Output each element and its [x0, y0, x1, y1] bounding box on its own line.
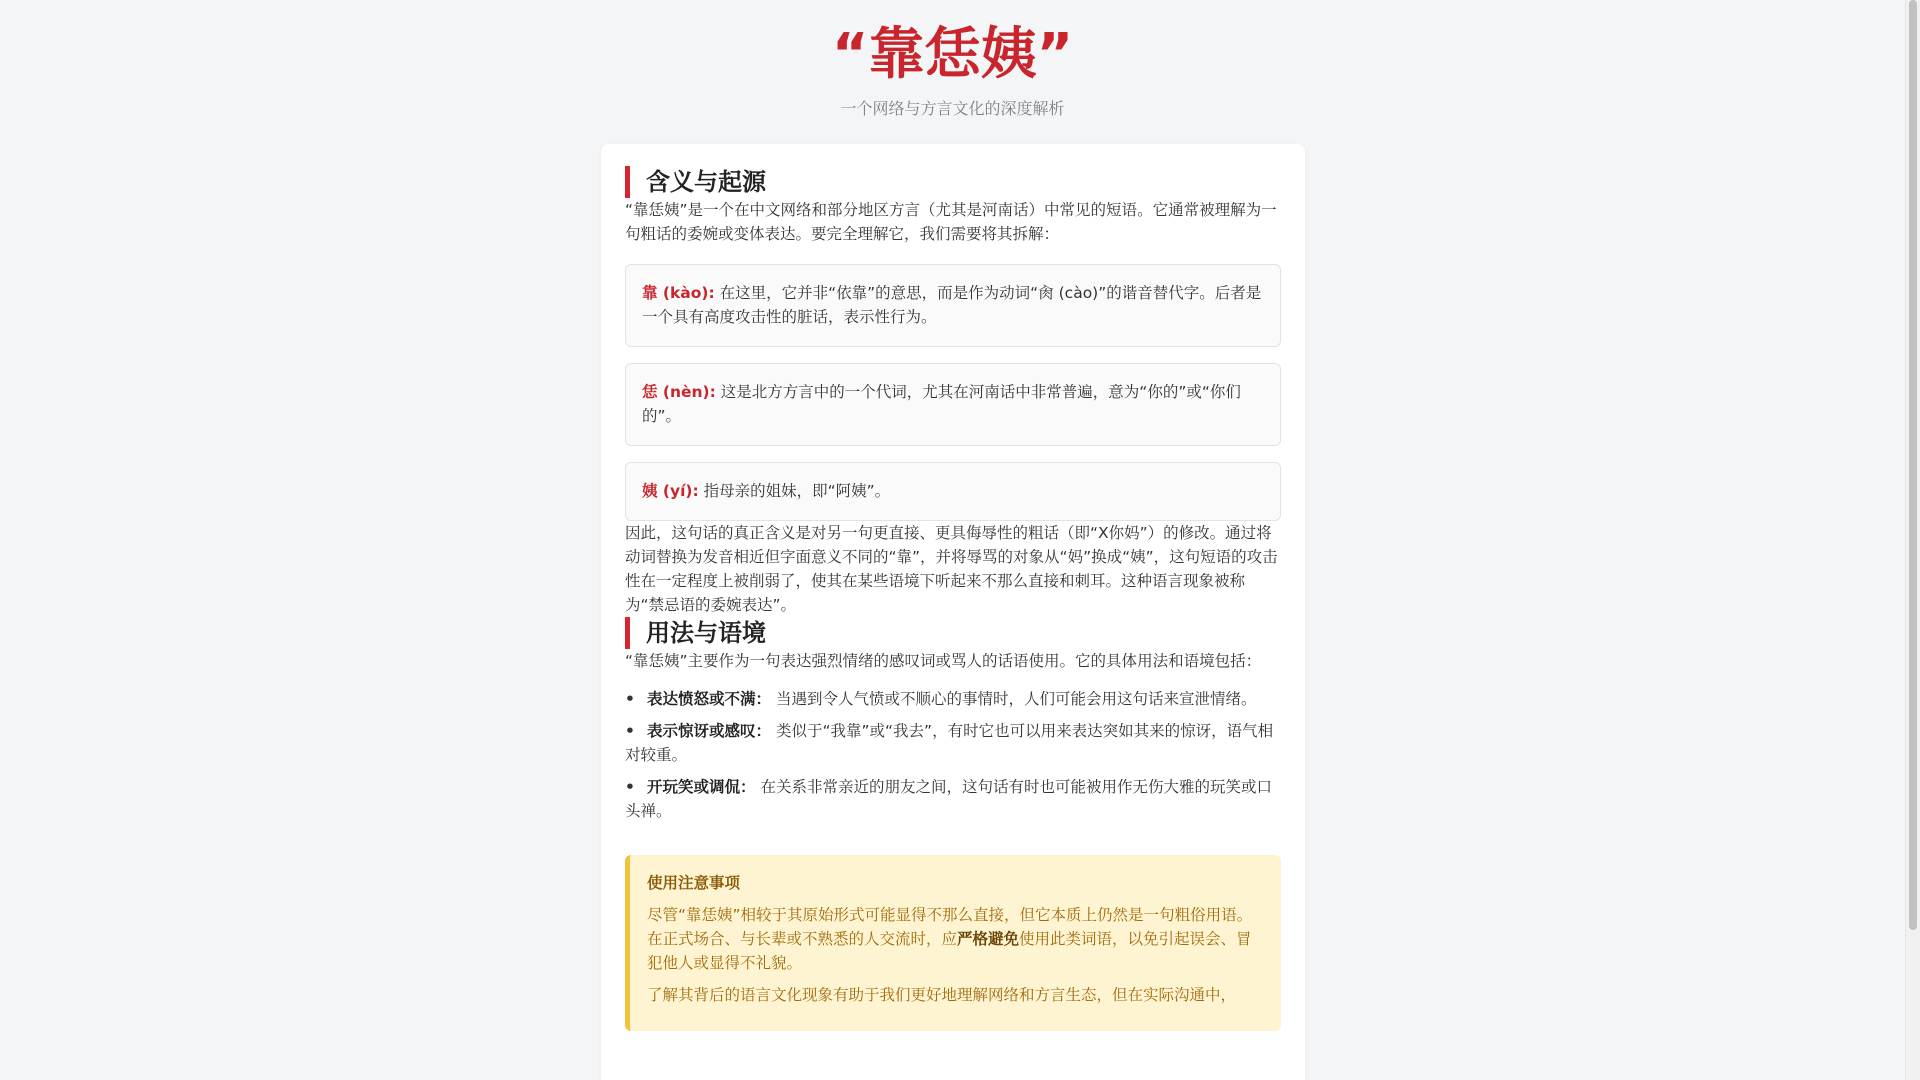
list-item [625, 687, 1281, 711]
warning-paragraph [647, 903, 1265, 975]
list-item [625, 775, 1281, 823]
list-item-text: 类似于“我靠”或“我去”，有时它也可以用来表达突如其来的惊讶，语气相对较重。 [625, 722, 1274, 764]
warning-paragraph-2: 了解其背后的语言文化现象有助于我们更好地理解网络和方言生态，但在实际沟通中， [647, 986, 1237, 1004]
usage-intro: “靠恁姨”主要作为一句表达强烈情绪的感叹词或骂人的话语使用。它的具体用法和语境包括： [625, 652, 1262, 670]
warning-box [625, 855, 1281, 1031]
warning-title: 使用注意事项 [647, 874, 741, 892]
bullet-icon: • [625, 690, 635, 708]
warning-text: 使用此类词语，以免引起误会、冒犯他人或显得不礼貌。 [647, 930, 1252, 972]
content-card [601, 144, 1305, 1080]
scrollbar-thumb[interactable] [1909, 0, 1917, 930]
bullet-icon: • [625, 778, 635, 796]
list-item-label: 表达愤怒或不满： [647, 690, 772, 708]
definition-text: 在这里，它并非“依靠”的意思，而是作为动词“肏 (cào)”的谐音替代字。后者是一个具有高度攻击性的脏话，表示性行为。 [642, 284, 1262, 326]
list-item-label: 表示惊讶或感叹： [647, 722, 772, 740]
definition-text: 指母亲的姐妹，即“阿姨”。 [698, 482, 891, 500]
definition-text: 这是北方方言中的一个代词，尤其在河南话中非常普遍，意为“你的”或“你们的”。 [642, 383, 1241, 425]
page-subtitle: 一个网络与方言文化的深度解析 [840, 99, 1065, 118]
page-title: “靠恁姨” [831, 22, 1074, 87]
warning-text: 尽管“靠恁姨”相较于其原始形式可能显得不那么直接，但它本质上仍然是一句粗俗用语。在正式场合、与长辈或不熟悉的人交流时，应 [647, 906, 1253, 948]
meaning-summary: 因此，这句话的真正含义是对另一句更直接、更具侮辱性的粗话（即“X你妈”）的修改。通过将动词替换为发音相近但字面意义不同的“靠”，并将辱骂的对象从“妈”换成“姨”，这句短语的攻击性在一定程度上被削弱了，使其在某些语境下听起来不那么直接和刺耳。这种语言现象被称为“禁忌语的委婉表达”。 [625, 524, 1278, 614]
list-item-text: 当遇到令人气愤或不顺心的事情时，人们可能会用这句话来宣泄情绪。 [771, 690, 1257, 708]
warning-emphasis: 严格避免 [957, 930, 1020, 948]
usage-list [625, 687, 1281, 823]
list-item-label: 开玩笑或调侃： [647, 778, 756, 796]
header [0, 0, 1905, 119]
list-item [625, 719, 1281, 767]
meaning-intro: “靠恁姨”是一个在中文网络和部分地区方言（尤其是河南话）中常见的短语。它通常被理解为一句粗话的委婉或变体表达。要完全理解它，我们需要将其拆解： [625, 201, 1277, 243]
definition-term: 姨 (yí): [642, 482, 699, 500]
definition-term: 恁 (nèn): [642, 383, 716, 401]
bullet-icon: • [625, 722, 635, 740]
section-heading-usage: 用法与语境 [625, 617, 1281, 649]
definition-term: 靠 (kào): [642, 284, 715, 302]
vertical-scrollbar[interactable] [1905, 0, 1920, 1080]
definition-box-yi [625, 462, 1281, 521]
list-item-text: 在关系非常亲近的朋友之间，这句话有时也可能被用作无伤大雅的玩笑或口头禅。 [625, 778, 1272, 820]
section-heading-meaning: 含义与起源 [625, 166, 1281, 198]
definition-box-nen [625, 363, 1281, 446]
definition-box-kao [625, 264, 1281, 347]
